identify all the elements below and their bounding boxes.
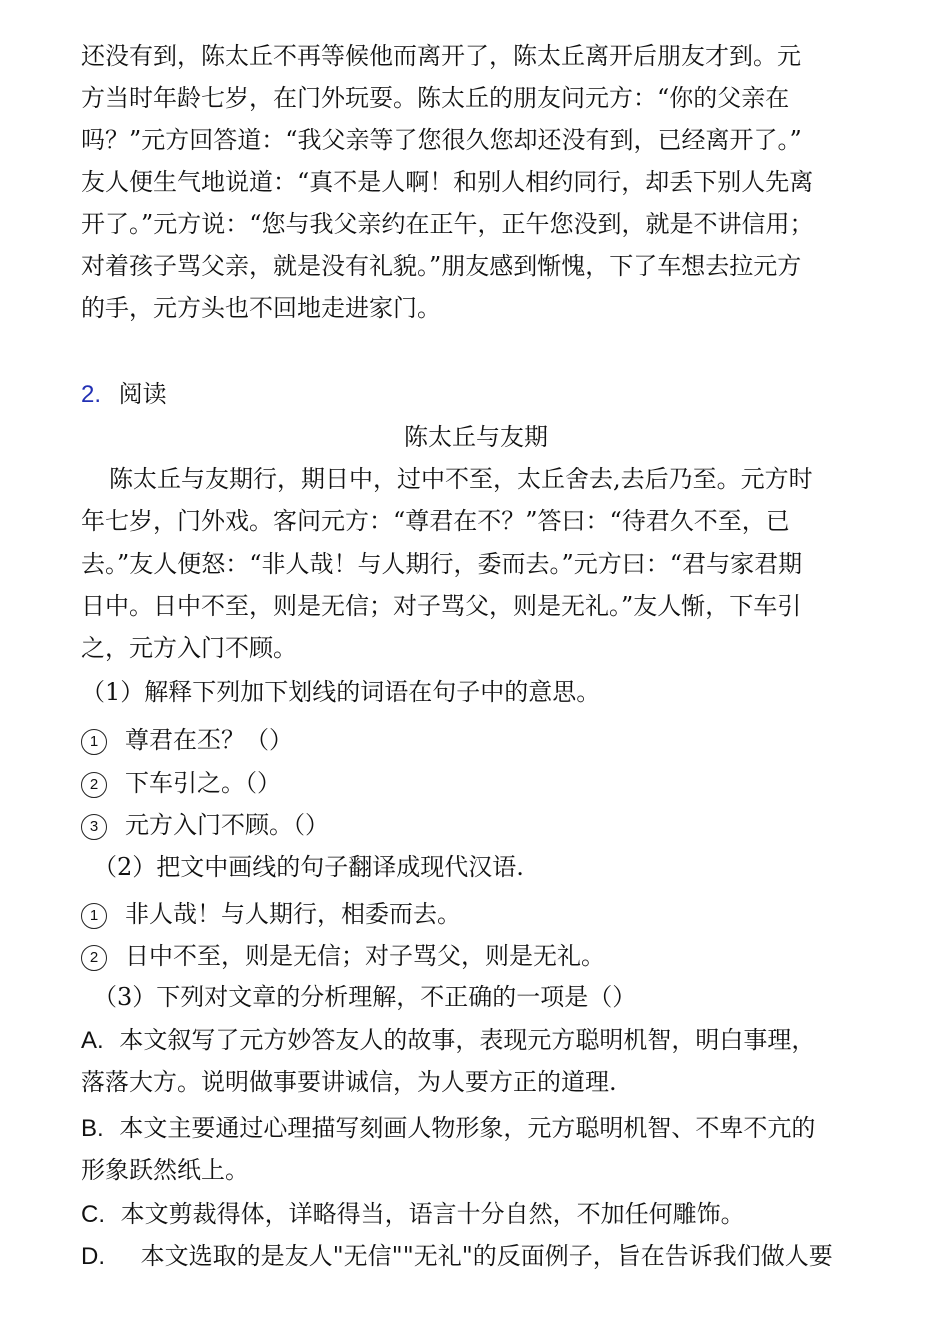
option-text: 本文叙写了元方妙答友人的故事，表现元方聪明机智，明白事理， [119, 1026, 816, 1054]
part3-prompt: （3）下列对文章的分析理解，不正确的一项是（） [93, 983, 637, 1011]
option-letter: C. [81, 1201, 105, 1228]
item-text: 非人哉！与人期行，相委而去。 [125, 900, 461, 928]
passage-title: 陈太丘与友期 [404, 423, 548, 451]
item-text: 尊君在丕？（） [125, 726, 293, 754]
option-letter: D. [81, 1243, 105, 1270]
item-number: 1 [81, 729, 107, 755]
part1-item [81, 765, 281, 801]
translation-line: 友人便生气地说道：“真不是人啊！和别人相约同行，却丢下别人先离 [81, 168, 814, 196]
item-number: 3 [81, 814, 107, 840]
passage-line: 去。”友人便怒：“非人哉！与人期行，委而去。”元方曰：“君与家君期 [81, 550, 803, 578]
option-c [81, 1196, 745, 1233]
item-text: 下车引之。（） [125, 769, 281, 797]
question-number: 2. [81, 381, 102, 408]
part2-item [81, 896, 461, 932]
item-number: 2 [81, 772, 107, 798]
translation-line: 的手，元方头也不回地走进家门。 [81, 294, 441, 322]
translation-line: 吗？”元方回答道：“我父亲等了您很久您却还没有到，已经离开了。” [81, 126, 802, 154]
item-text: 元方入门不顾。（） [125, 811, 329, 839]
part2-item [81, 938, 605, 974]
part1-item [81, 807, 329, 843]
question-label: 阅读 [118, 380, 167, 408]
item-number: 1 [81, 903, 107, 929]
option-b [81, 1110, 815, 1147]
translation-line: 对着孩子骂父亲，就是没有礼貌。”朋友感到惭愧，下了车想去拉元方 [81, 252, 802, 280]
translation-line: 开了。”元方说：“您与我父亲约在正午，正午您没到，就是不讲信用； [81, 210, 814, 238]
option-d [81, 1238, 833, 1275]
option-text: 本文选取的是友人"无信""无礼"的反面例子，旨在告诉我们做人要 [140, 1242, 833, 1270]
question-heading [81, 376, 167, 413]
part1-item [81, 722, 293, 758]
part2-prompt: （2）把文中画线的句子翻译成现代汉语. [93, 853, 524, 881]
option-letter: B. [81, 1115, 104, 1142]
option-b-continuation: 形象跃然纸上。 [81, 1156, 249, 1184]
passage-line: 日中。日中不至，则是无信；对子骂父，则是无礼。”友人惭，下车引 [81, 592, 802, 620]
passage-line: 陈太丘与友期行，期日中，过中不至，太丘舍去,去后乃至。元方时 [109, 465, 813, 493]
option-a [81, 1022, 815, 1059]
translation-line: 方当时年龄七岁，在门外玩耍。陈太丘的朋友问元方：“你的父亲在 [81, 84, 790, 112]
option-text: 本文剪裁得体，详略得当，语言十分自然，不加任何雕饰。 [120, 1200, 745, 1228]
option-text: 本文主要通过心理描写刻画人物形象，元方聪明机智、不卑不亢的 [119, 1114, 816, 1142]
option-a-continuation: 落落大方。说明做事要讲诚信，为人要方正的道理. [81, 1068, 617, 1096]
item-text: 日中不至，则是无信；对子骂父，则是无礼。 [125, 942, 605, 970]
translation-line: 还没有到，陈太丘不再等候他而离开了，陈太丘离开后朋友才到。元 [81, 42, 801, 70]
option-letter: A. [81, 1027, 104, 1054]
part1-prompt: （1）解释下列加下划线的词语在句子中的意思。 [81, 678, 601, 706]
passage-line: 之，元方入门不顾。 [81, 634, 297, 662]
passage-line: 年七岁，门外戏。客问元方：“尊君在不？”答曰：“待君久不至，已 [81, 507, 790, 535]
item-number: 2 [81, 945, 107, 971]
